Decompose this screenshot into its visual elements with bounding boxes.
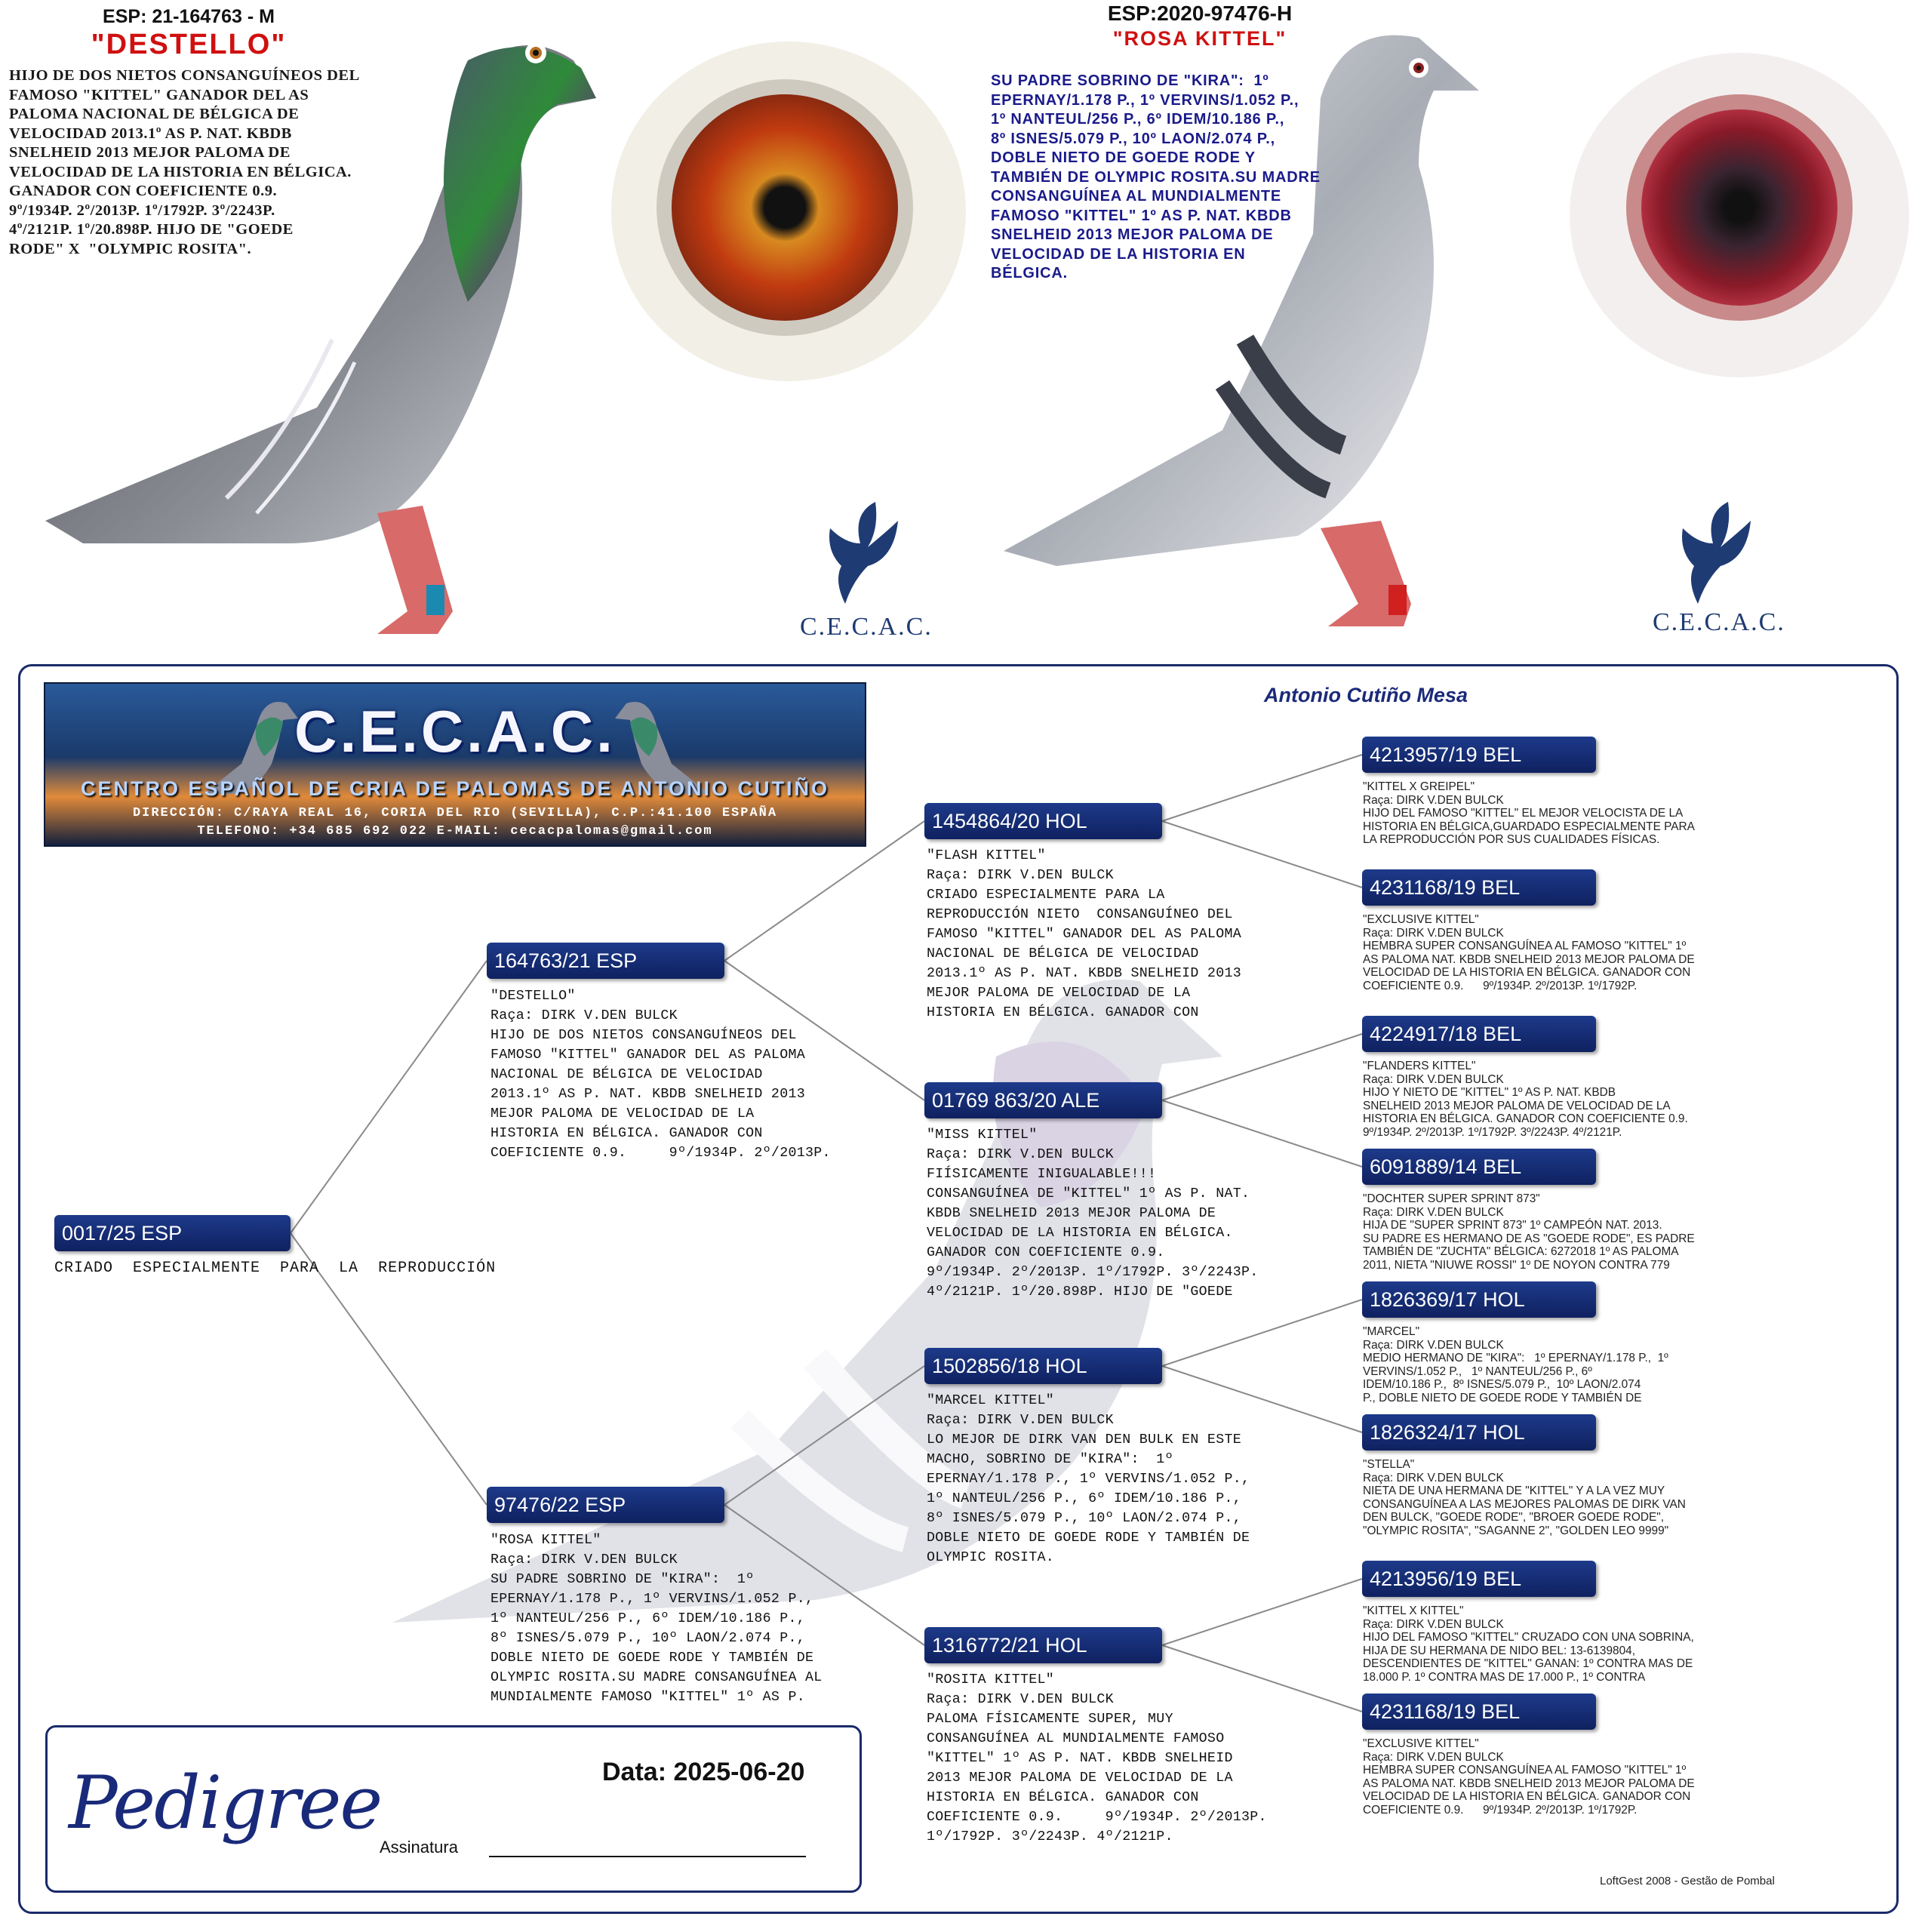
banner-title: C.E.C.A.C. (294, 698, 616, 764)
banner-subtitle: CENTRO ESPAÑOL DE CRIA DE PALOMAS DE ANTONIO CUTIÑO (80, 777, 830, 800)
grandparent-ring-box[interactable]: 1454864/20 HOL (924, 803, 1162, 839)
great-grandparent-info: "STELLA" Raça: DIRK V.DEN BULCK NIETA DE UNA HERMANA DE "KITTEL" Y A LA VEZ MUY CONSANGUÍNEA A LAS MEJORES PALOMAS DE DIRK VAN DEN BULCK, "GOEDE RODE", "BROER GOEDE RODE", "OLYMPIC ROSITA", "SAGANNE 2", "GOLDEN LEO 9999" (1363, 1458, 1686, 1537)
great-grandparent-info: "FLANDERS KITTEL" Raça: DIRK V.DEN BULCK HIJO Y NIETO DE "KITTEL" 1º AS P. NAT. KBDB SNELHEID 2013 MEJOR PALOMA DE VELOCIDAD DE LA HISTORIA EN BÉLGICA. GANADOR CON COEFICIENTE 0.9. 9º/1934P. 2º/2013P. 1º/1792P. 3º/2243P. 4º/2121P. (1363, 1060, 1688, 1139)
left-bird-logo-text: C.E.C.A.C. (800, 613, 933, 641)
great-grandparent-ring-box[interactable]: 6091889/14 BEL (1362, 1149, 1596, 1185)
pedigree-script-title: Pedigree (69, 1761, 382, 1845)
great-grandparent-ring-box[interactable]: 4231168/19 BEL (1362, 869, 1596, 906)
great-grandparent-ring-box[interactable]: 4224917/18 BEL (1362, 1016, 1596, 1052)
cecac-banner (44, 682, 866, 847)
grandparent-info: "MARCEL KITTEL" Raça: DIRK V.DEN BULCK LO MEJOR DE DIRK VAN DEN BULK EN ESTE MACHO, SOBRINO DE "KIRA": 1º EPERNAY/1.178 P., 1º VERVINS/1.052 P., 1º NANTEUL/256 P., 6º IDEM/10.186 P., 8º ISNES/5.079 P., 10º LAON/2.074 P., DOBLE NIETO DE GOEDE RODE Y TAMBIÉN DE OLYMPIC ROSITA. (927, 1393, 1250, 1565)
signature-line[interactable] (489, 1856, 806, 1857)
grandparent-info: "ROSITA KITTEL" Raça: DIRK V.DEN BULCK PALOMA FÍSICAMENTE SUPER, MUY CONSANGUÍNEA AL MUNDIALMENTE FAMOSO "KITTEL" 1º AS P. NAT. KBDB SNELHEID 2013 MEJOR PALOMA DE VELOCIDAD DE LA HISTORIA EN BÉLGICA. GANADOR CON COEFICIENTE 0.9. 9º/1934P. 2º/2013P. 1º/1792P. 3º/2243P. 4º/2121P. (927, 1672, 1267, 1844)
great-grandparent-info: "MARCEL" Raça: DIRK V.DEN BULCK MEDIO HERMANO DE "KIRA": 1º EPERNAY/1.178 P., 1º VERVINS/1.052 P., 1º NANTEUL/256 P., 6º IDEM/10.186 P., 8º ISNES/5.079 P., 10º LAON/2.074 P., DOBLE NIETO DE GOEDE RODE Y TAMBIÉN DE (1363, 1325, 1668, 1404)
left-bird-name: "DESTELLO" (91, 29, 287, 60)
banner-address: DIRECCIÓN: C/RAYA REAL 16, CORIA DEL RIO (SEVILLA), C.P.:41.100 ESPAÑA (132, 806, 778, 820)
subject-ring-box[interactable]: 0017/25 ESP (54, 1215, 291, 1251)
grandparent-ring-box[interactable]: 1502856/18 HOL (924, 1348, 1162, 1384)
right-bird-logo-text: C.E.C.A.C. (1653, 608, 1785, 636)
pedigree-date: Data: 2025-06-20 (602, 1758, 805, 1786)
right-bird-description: SU PADRE SOBRINO DE "KIRA": 1º EPERNAY/1.178 P., 1º VERVINS/1.052 P., 1º NANTEUL/256 P., 6º IDEM/10.186 P., 8º ISNES/5.079 P., 10º LAON/2.074 P., DOBLE NIETO DE GOEDE RODE Y TAMBIÉN DE OLYMPIC ROSITA.SU MADRE CONSANGUÍNEA AL MUNDIALMENTE FAMOSO "KITTEL" 1º AS P. NAT. KBDB SNELHEID 2013 MEJOR PALOMA DE VELOCIDAD DE LA HISTORIA EN BÉLGICA. (991, 72, 1321, 281)
subject-info: CRIADO ESPECIALMENTE PARA LA REPRODUCCIÓN (54, 1260, 497, 1277)
owner-name: Antonio Cutiño Mesa (1264, 684, 1468, 706)
great-grandparent-ring-box[interactable]: 4213957/19 BEL (1362, 737, 1596, 773)
dam-info: "ROSA KITTEL" Raça: DIRK V.DEN BULCK SU PADRE SOBRINO DE "KIRA": 1º EPERNAY/1.178 P., 1º VERVINS/1.052 P., 1º NANTEUL/256 P., 6º IDEM/10.186 P., 8º ISNES/5.079 P., 10º LAON/2.074 P., DOBLE NIETO DE GOEDE RODE Y TAMBIÉN DE OLYMPIC ROSITA.SU MADRE CONSANGUÍNEA AL MUNDIALMENTE FAMOSO "KITTEL" 1º AS P. (490, 1533, 823, 1705)
grandparent-ring-box[interactable]: 1316772/21 HOL (924, 1627, 1162, 1663)
great-grandparent-info: "DOCHTER SUPER SPRINT 873" Raça: DIRK V.DEN BULCK HIJA DE "SUPER SPRINT 873" 1º CAMPEÓN NAT. 2013. SU PADRE ES HERMANO DE AS "GOEDE RODE", ES PADRE TAMBIÉN DE "ZUCHTA" BÉLGICA: 6272018 1º AS PALOMA 2011, NIETA "NIUWE ROSSI" 1º DE NOYON CONTRA 779 (1363, 1192, 1695, 1272)
great-grandparent-info: "KITTEL X KITTEL" Raça: DIRK V.DEN BULCK HIJO DEL FAMOSO "KITTEL" CRUZADO CON UNA SOBRINA, HIJA DE SU HERMANA DE NIDO BEL: 13-6139804, DESCENDIENTES DE "KITTEL" GANAN: 1º CONTRA MAS DE 18.000 P. 1º CONTRA MAS DE 17.000 P., 1º CONTRA (1363, 1604, 1694, 1684)
pedigree-footer-box (45, 1725, 862, 1893)
great-grandparent-info: "EXCLUSIVE KITTEL" Raça: DIRK V.DEN BULCK HEMBRA SUPER CONSANGUÍNEA AL FAMOSO "KITTEL" 1º AS PALOMA NAT. KBDB SNELHEID 2013 MEJOR PALOMA DE VELOCIDAD DE LA HISTORIA EN BÉLGICA. GANADOR CON COEFICIENTE 0.9. 9º/1934P. 2º/2013P. 1º/1792P. (1363, 1737, 1695, 1817)
grandparent-info: "FLASH KITTEL" Raça: DIRK V.DEN BULCK CRIADO ESPECIALMENTE PARA LA REPRODUCCIÓN NIETO CONSANGUÍNEO DEL FAMOSO "KITTEL" GANADOR DEL AS PALOMA NACIONAL DE BÉLGICA DE VELOCIDAD 2013.1º AS P. NAT. KBDB SNELHEID 2013 MEJOR PALOMA DE VELOCIDAD DE LA HISTORIA EN BÉLGICA. GANADOR CON (927, 848, 1242, 1020)
right-bird-ring: ESP:2020-97476-H (1107, 2, 1293, 25)
banner-contact: TELEFONO: +34 685 692 022 E-MAIL: cecacpalomas@gmail.com (197, 824, 713, 838)
great-grandparent-info: "KITTEL X GREIPEL" Raça: DIRK V.DEN BULCK HIJO DEL FAMOSO "KITTEL" EL MEJOR VELOCISTA DE LA HISTORIA EN BÉLGICA,GUARDADO ESPECIALMENTE PARA LA REPRODUCCIÓN POR SUS CUALIDADES FÍSICAS. (1363, 780, 1695, 847)
dam-ring-box[interactable]: 97476/22 ESP (487, 1487, 724, 1523)
great-grandparent-ring-box[interactable]: 4213956/19 BEL (1362, 1561, 1596, 1597)
sire-info: "DESTELLO" Raça: DIRK V.DEN BULCK HIJO DE DOS NIETOS CONSANGUÍNEOS DEL FAMOSO "KITTEL" GANADOR DEL AS PALOMA NACIONAL DE BÉLGICA DE VELOCIDAD 2013.1º AS P. NAT. KBDB SNELHEID 2013 MEJOR PALOMA DE VELOCIDAD DE LA HISTORIA EN BÉLGICA. GANADOR CON COEFICIENTE 0.9. 9º/1934P. 2º/2013P. (490, 989, 831, 1161)
great-grandparent-info: "EXCLUSIVE KITTEL" Raça: DIRK V.DEN BULCK HEMBRA SUPER CONSANGUÍNEA AL FAMOSO "KITTEL" 1º AS PALOMA NAT. KBDB SNELHEID 2013 MEJOR PALOMA DE VELOCIDAD DE LA HISTORIA EN BÉLGICA. GANADOR CON COEFICIENTE 0.9. 9º/1934P. 2º/2013P. 1º/1792P. (1363, 913, 1695, 992)
great-grandparent-ring-box[interactable]: 1826324/17 HOL (1362, 1414, 1596, 1451)
sire-ring-box[interactable]: 164763/21 ESP (487, 943, 724, 979)
great-grandparent-ring-box[interactable]: 4231168/19 BEL (1362, 1694, 1596, 1730)
right-bird-name: "ROSA KITTEL" (1112, 27, 1287, 50)
software-credit: LoftGest 2008 - Gestão de Pombal (1600, 1875, 1775, 1887)
grandparent-ring-box[interactable]: 01769 863/20 ALE (924, 1082, 1162, 1118)
grandparent-info: "MISS KITTEL" Raça: DIRK V.DEN BULCK FIÍSICAMENTE INIGUALABLE!!! CONSANGUÍNEA DE "KITTEL" 1º AS P. NAT. KBDB SNELHEID 2013 MEJOR PALOMA DE VELOCIDAD DE LA HISTORIA EN BÉLGICA. GANADOR CON COEFICIENTE 0.9. 9º/1934P. 2º/2013P. 1º/1792P. 3º/2243P. 4º/2121P. 1º/20.898P. HIJO DE "GOEDE (927, 1128, 1259, 1300)
signature-label: Assinatura (380, 1838, 458, 1857)
great-grandparent-ring-box[interactable]: 1826369/17 HOL (1362, 1281, 1596, 1318)
left-bird-description: HIJO DE DOS NIETOS CONSANGUÍNEOS DEL FAMOSO "KITTEL" GANADOR DEL AS PALOMA NACIONAL DE BÉLGICA DE VELOCIDAD 2013.1º AS P. NAT. KBDB SNELHEID 2013 MEJOR PALOMA DE VELOCIDAD DE LA HISTORIA EN BÉLGICA. GANADOR CON COEFICIENTE 0.9. 9º/1934P. 2º/2013P. 1º/1792P. 3º/2243P. 4º/2121P. 1º/20.898P. HIJO DE "GOEDE RODE" X "OLYMPIC ROSITA". (9, 67, 360, 257)
left-bird-ring: ESP: 21-164763 - M (103, 6, 275, 27)
